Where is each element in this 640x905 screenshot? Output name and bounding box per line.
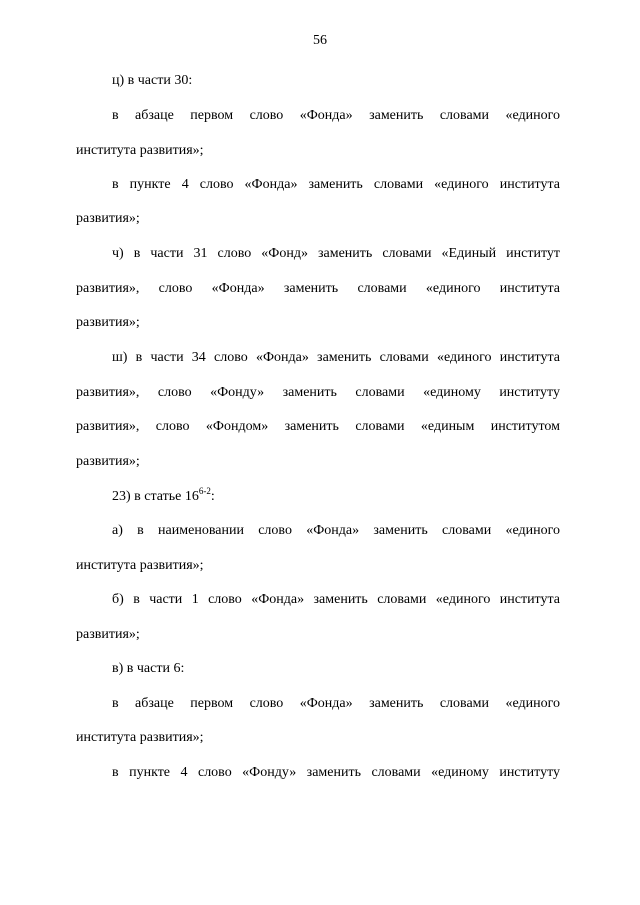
text-line: ц) в части 30:: [112, 73, 193, 88]
text-line: в пункте 4 слово «Фонда» заменить словами «единого института: [112, 177, 560, 192]
text-line: б) в части 1 слово «Фонда» заменить словами «единого института: [112, 592, 560, 607]
text-line: развития», слово «Фонду» заменить словами «единому институту: [76, 385, 560, 400]
article-superscript: 6-2: [198, 486, 211, 496]
text-line: в пункте 4 слово «Фонду» заменить словами «единому институту: [112, 765, 560, 780]
text-line: в абзаце первом слово «Фонда» заменить словами «единого: [112, 108, 560, 123]
text-line: развития», слово «Фондом» заменить словами «единым институтом: [76, 419, 560, 434]
text-line: ч) в части 31 слово «Фонд» заменить словами «Единый институт: [112, 246, 560, 261]
article-heading-suffix: :: [210, 489, 215, 504]
text-line: в) в части 6:: [112, 661, 185, 676]
text-line: ш) в части 34 слово «Фонда» заменить словами «единого института: [112, 350, 560, 365]
article-heading-text: 23) в статье 16: [112, 489, 199, 504]
text-line: в абзаце первом слово «Фонда» заменить словами «единого: [112, 696, 560, 711]
article-heading: [112, 486, 215, 505]
text-line: института развития»;: [76, 143, 204, 158]
text-line: института развития»;: [76, 558, 204, 573]
text-line: развития»;: [76, 627, 140, 642]
page-number: 56: [313, 33, 327, 48]
text-line: развития», слово «Фонда» заменить словами «единого института: [76, 281, 560, 296]
text-line: а) в наименовании слово «Фонда» заменить словами «единого: [112, 523, 560, 538]
text-line: института развития»;: [76, 730, 204, 745]
text-line: развития»;: [76, 454, 140, 469]
text-line: развития»;: [76, 315, 140, 330]
text-line: развития»;: [76, 211, 140, 226]
